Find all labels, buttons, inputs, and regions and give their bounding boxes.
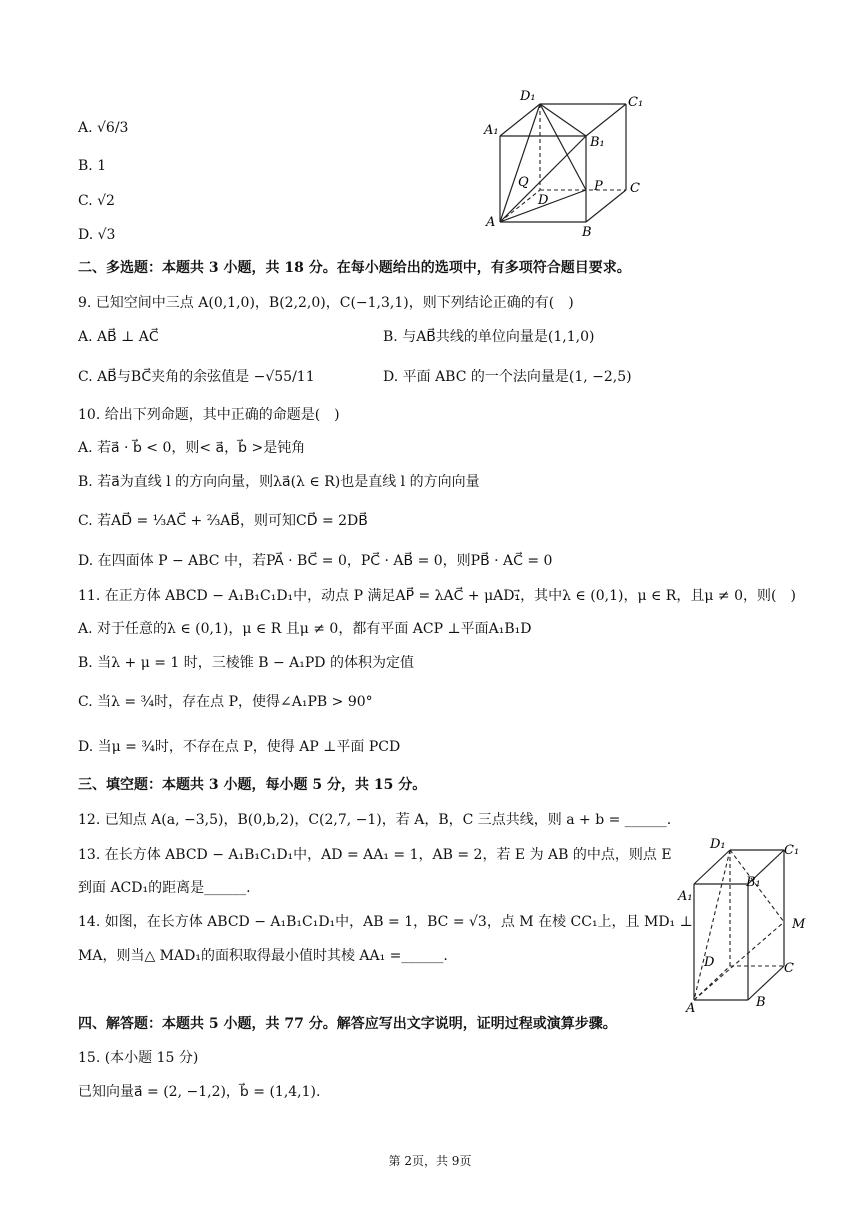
q13-line-1: 13. 在长方体 ABCD − A₁B₁C₁D₁中，AD = AA₁ = 1，AB = 2，若 E 为 AB 的中点，则点 E: [78, 847, 672, 863]
fig2-label-a1: A₁: [678, 889, 693, 904]
q9-option-d: D. 平面 ABC 的一个法向量是(1, −2,5): [383, 369, 632, 385]
fig1-label-b1: B₁: [590, 135, 605, 150]
q9-option-a: A. AB⃗ ⊥ AC⃗: [78, 329, 159, 345]
fig2-label-b: B: [756, 995, 766, 1010]
fig1-label-b: B: [582, 225, 592, 240]
q8-option-d: D. √3: [78, 227, 116, 243]
fig2-label-a: A: [686, 1001, 696, 1014]
q11-option-b: B. 当λ + μ = 1 时，三棱锥 B − A₁PD 的体积为定值: [78, 655, 414, 671]
fig2-label-b1: B₁: [746, 875, 761, 890]
section-2-heading: 二、多选题：本题共 3 小题，共 18 分。在每小题给出的选项中，有多项符合题目要求。: [78, 260, 631, 276]
fig2-label-d1: D₁: [710, 837, 726, 852]
section-4-heading: 四、解答题：本题共 5 小题，共 77 分。解答应写出文字说明，证明过程或演算步骤。: [78, 1016, 617, 1032]
fig1-label-c: C: [630, 181, 640, 196]
q13-line-2: 到面 ACD₁的距离是______.: [78, 880, 251, 896]
cube-figure: [480, 84, 650, 244]
fig1-label-q: Q: [518, 175, 529, 190]
q11-option-a: A. 对于任意的λ ∈ (0,1)，μ ∈ R 且μ ≠ 0，都有平面 ACP ⊥平面A₁B₁D: [78, 621, 532, 637]
fig1-label-d1: D₁: [520, 89, 536, 104]
fig1-label-a: A: [486, 215, 496, 230]
fig1-label-a1: A₁: [484, 123, 499, 138]
fig1-label-c1: C₁: [628, 95, 644, 110]
fig2-label-c1: C₁: [784, 843, 800, 858]
q8-option-b: B. 1: [78, 158, 107, 174]
q15-line-1: 已知向量a⃗ = (2, −1,2)，b⃗ = (1,4,1).: [78, 1084, 321, 1100]
section-3-heading: 三、填空题：本题共 3 小题，每小题 5 分，共 15 分。: [78, 777, 427, 793]
q9-stem: 9. 已知空间中三点 A(0,1,0)，B(2,2,0)，C(−1,3,1)，则下列结论正确的有( ): [78, 295, 574, 311]
fig1-label-p: P: [594, 179, 603, 194]
q8-option-c: C. √2: [78, 193, 115, 209]
q8-option-a: A. √6/3: [78, 120, 129, 136]
q14-line-2: MA，则当△ MAD₁的面积取得最小值时其棱 AA₁ =______.: [78, 948, 448, 964]
q15-title: 15. (本小题 15 分): [78, 1050, 199, 1066]
q10-option-b: B. 若a⃗为直线 l 的方向向量，则λa⃗(λ ∈ R)也是直线 l 的方向向量: [78, 474, 480, 490]
q12-text: 12. 已知点 A(a, −3,5)，B(0,b,2)，C(2,7, −1)，若 A，B，C 三点共线，则 a + b = ______.: [78, 812, 672, 828]
q11-option-c: C. 当λ = ¾时，存在点 P，使得∠A₁PB > 90°: [78, 694, 373, 710]
page-footer: 第 2页，共 9页: [388, 1154, 472, 1168]
q11-option-d: D. 当μ = ¾时，不存在点 P，使得 AP ⊥平面 PCD: [78, 739, 401, 755]
q9-option-c: C. AB⃗与BC⃗夹角的余弦值是 −√55/11: [78, 369, 315, 385]
q11-stem: 11. 在正方体 ABCD − A₁B₁C₁D₁中，动点 P 满足AP⃗ = λAC⃗ + μAD₁⃗，其中λ ∈ (0,1)，μ ∈ R，且μ ≠ 0，则( ): [78, 588, 796, 604]
q10-option-c: C. 若AD⃗ = ⅓AC⃗ + ⅔AB⃗，则可知CD⃗ = 2DB⃗: [78, 513, 368, 529]
fig1-label-d: D: [538, 193, 549, 208]
q10-option-d: D. 在四面体 P − ABC 中，若PA⃗ · BC⃗ = 0，PC⃗ · AB⃗ = 0，则PB⃗ · AC⃗ = 0: [78, 553, 553, 569]
q9-option-b: B. 与AB⃗共线的单位向量是(1,1,0): [383, 329, 595, 345]
fig2-label-d: D: [704, 955, 715, 970]
q14-line-1: 14. 如图，在长方体 ABCD − A₁B₁C₁D₁中，AB = 1，BC = √3，点 M 在棱 CC₁上，且 MD₁ ⊥: [78, 914, 693, 930]
fig2-label-c: C: [784, 961, 794, 976]
fig2-label-m: M: [792, 917, 806, 932]
q10-stem: 10. 给出下列命题，其中正确的命题是( ): [78, 407, 340, 423]
box-figure: [672, 834, 822, 1014]
q10-option-a: A. 若a⃗ · b⃗ < 0，则< a⃗，b⃗ >是钝角: [78, 440, 306, 456]
